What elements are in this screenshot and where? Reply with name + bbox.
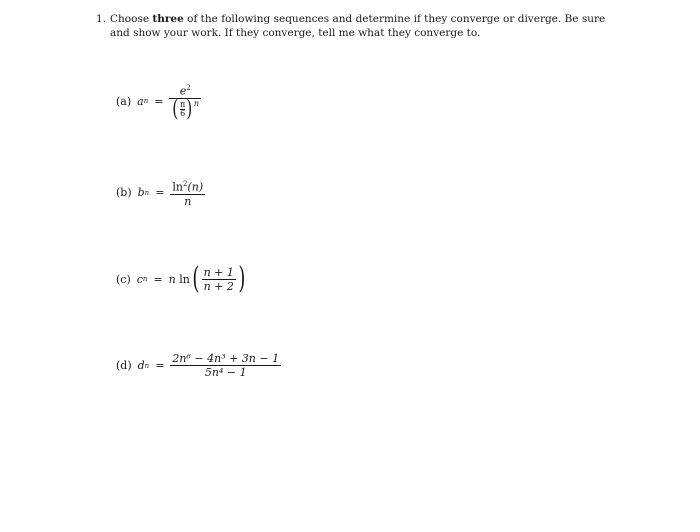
part-a: (a) a n = $e^2$ ( $\frac{\pi}{6}$ ) n: [116, 84, 200, 122]
part-d-label: (d): [116, 359, 132, 372]
problem-number: 1.: [96, 13, 107, 25]
part-b-label: (b): [116, 186, 132, 200]
part-c-label: (c): [116, 272, 131, 286]
part-a-label: (a): [116, 94, 132, 108]
part-b: (b) b n = $\frac{\ln^2(n)}{n}$: [116, 180, 204, 208]
part-c: (c) c n = n ln ( $\frac{n + 1}{n + 2}$ ): [116, 261, 246, 296]
part-b-fraction: $\frac{\ln^2(n)}{n}$: [172, 180, 204, 208]
part-d: (d) d n = $\frac{\text{2n⁶ − 4n³ + 3n − 1}}{\text{5n⁴ − 1}}$: [116, 352, 280, 379]
part-c-fraction: $\frac{n + 1}{n + 2}$: [203, 265, 234, 293]
part-d-fraction: $\frac{\text{2n⁶ − 4n³ + 3n − 1}}{\text{5n⁴ − 1}}$: [172, 352, 280, 379]
problem-statement: [96, 12, 626, 40]
problem-text: Choose three of the following sequences and determine if they converge or diverge. Be sure and show your work. If they converge, tell me what they converge to.: [110, 13, 606, 39]
bold-word: three: [152, 13, 184, 25]
part-a-fraction: $e^2$ ( $\frac{\pi}{6}$ ) n: [169, 82, 201, 121]
